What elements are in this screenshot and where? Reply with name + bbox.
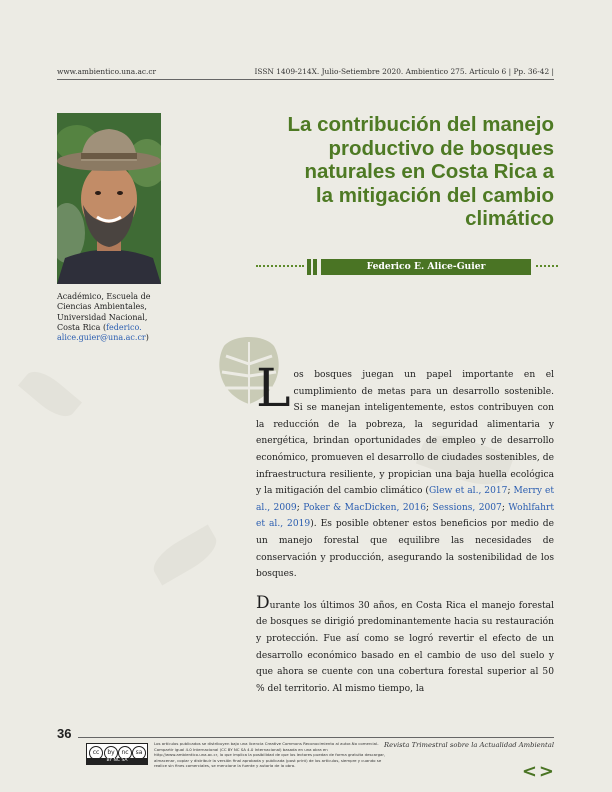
drop-cap: D bbox=[256, 592, 270, 613]
email-link[interactable]: federico. bbox=[106, 322, 142, 332]
title-line: la mitigación del cambio bbox=[315, 183, 554, 207]
paragraph-text: os bosques juegan un papel importante en el cumplimiento de metas para un desarrollo sostenible. Si se manejan inteligentemente, estos contribuyen con la reducción de la pobreza, la seguridad alimentaria y energética, brindan oportunidades de empleo y de desarrollo económico, promueven el desarrollo de ciudades sostenibles, de infraestructura resiliente, y propician una baja huella ecológica y la mitigación del cambio climático ( bbox=[256, 370, 554, 497]
citation-link[interactable]: Merry et al., 2009 bbox=[256, 486, 554, 513]
page-navigation bbox=[522, 761, 556, 782]
website-link[interactable]: www.ambientico.una.ac.cr bbox=[57, 67, 157, 76]
affiliation-line bbox=[57, 323, 167, 333]
sa-icon: sa bbox=[132, 746, 146, 760]
background-leaf bbox=[18, 364, 82, 424]
article-title bbox=[234, 113, 554, 231]
paragraph-text: urante los últimos 30 años, en Costa Rica el manejo forestal de bosques se dirigió predominantemente hacia su restauración y protección. Fue así como se logró revertir el efecto de un desarrollo económico basado en el cambio de uso del suelo y que ahora se cuente con una cobertura forestal superior al 50 % del territorio. Al mismo tiempo, la bbox=[256, 600, 554, 694]
email-link[interactable]: alice.guier@una.ac.cr bbox=[57, 333, 146, 343]
page-number: 36 bbox=[57, 726, 72, 741]
citation-link[interactable]: Poker & MacDicken, 2016 bbox=[303, 502, 426, 513]
citation-separator: ; bbox=[501, 502, 509, 513]
cc-tags: BY NC SA bbox=[87, 758, 147, 764]
title-line: climático bbox=[465, 207, 554, 230]
footer-rule bbox=[78, 737, 554, 738]
affiliation-country: Costa Rica ( bbox=[57, 322, 107, 332]
header-rule bbox=[57, 79, 554, 80]
journal-name: Revista Trimestral sobre la Actualidad Ambiental bbox=[384, 741, 554, 749]
citation-link[interactable]: Glew et al., 2017 bbox=[428, 486, 508, 497]
background-leaf bbox=[147, 525, 223, 586]
author-portrait-illustration bbox=[57, 113, 161, 284]
title-line: productivo de bosques bbox=[328, 136, 554, 160]
nc-icon: nc bbox=[118, 746, 132, 760]
author-bar-accent bbox=[307, 259, 319, 275]
citation-separator: ; bbox=[426, 502, 433, 513]
title-line: La contribución del manejo bbox=[287, 113, 554, 136]
article-body bbox=[256, 359, 554, 697]
paragraph-text: ). Es posible obtener estos beneficios por medio de un manejo forestal que equilibre las necesidades de conservación y producción, asegurando la sostenibilidad de los bosques. bbox=[256, 519, 554, 580]
affiliation-line: Ciencias Ambientales, bbox=[57, 302, 147, 312]
title-line: naturales en Costa Rica a bbox=[304, 160, 554, 183]
citation-separator: ; bbox=[296, 502, 304, 513]
paragraph bbox=[256, 359, 554, 583]
paragraph bbox=[256, 592, 554, 698]
affiliation-line: Universidad Nacional, bbox=[57, 312, 148, 322]
previous-page-arrow-icon[interactable]: < bbox=[521, 761, 539, 782]
author-name: Federico E. Alice-Guier bbox=[321, 259, 531, 275]
by-icon: by bbox=[104, 746, 118, 760]
author-photo bbox=[57, 113, 161, 284]
next-page-arrow-icon[interactable]: > bbox=[538, 761, 556, 782]
cc-icon: cc bbox=[89, 746, 103, 760]
affiliation-line: Académico, Escuela de bbox=[57, 292, 151, 301]
drop-cap: L bbox=[256, 359, 291, 419]
cc-license-badge[interactable] bbox=[86, 743, 148, 765]
author-bar-dots-right bbox=[536, 265, 558, 267]
affiliation-line bbox=[57, 333, 167, 343]
citation-link[interactable]: Wohlfahrt et al., 2019 bbox=[256, 502, 554, 530]
citation-link[interactable]: Sessions, 2007 bbox=[432, 502, 502, 513]
issn-info: ISSN 1409-214X. Julio-Setiembre 2020. Ambientico 275. Artículo 6 | Pp. 36-42 | bbox=[254, 67, 554, 76]
license-text: Los artículos publicados se distribuyen bajo una licencia Creative Commons Reconocimiento al autor-No comercial-Compartir igual 4.0 Internacional (CC BY NC SA 4.0 Internacional) basada en una obra en http://www.ambientico.una.ac.cr, lo que implica la posibilidad de que los lectores puedan de forma gratuita descargar, almacenar, copiar y distribuir la versión final aprobada y publicada (post print) de los artículos, siempre y cuando se realice sin fines comerciales, se mencione la fuente y autoría de la obra. bbox=[154, 741, 386, 769]
author-bar-dots-left bbox=[256, 265, 304, 267]
close-paren: ) bbox=[145, 333, 149, 343]
author-affiliation bbox=[57, 292, 167, 343]
citation-separator: ; bbox=[507, 486, 514, 497]
